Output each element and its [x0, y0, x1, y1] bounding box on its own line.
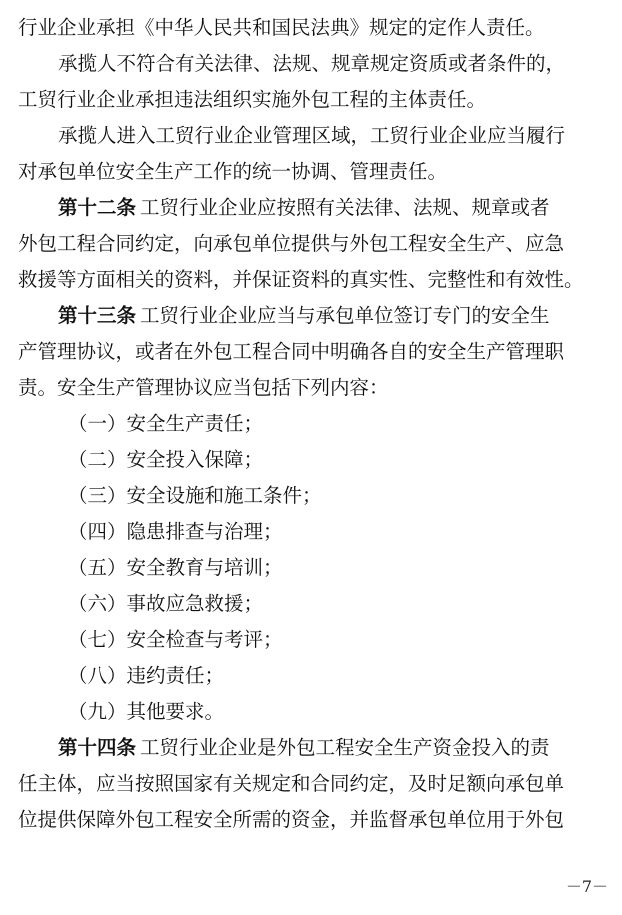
list-item: （六）事故应急救援； [68, 592, 264, 615]
text-line: 承揽人不符合有关法律、法规、规章规定资质或者条件的， [58, 52, 566, 75]
text-line: 位提供保障外包工程安全所需的资金，并监督承包单位用于外包 [18, 808, 565, 831]
article-text: 工贸行业企业应当与承包单位签订专门的安全生 [140, 304, 550, 327]
article-text: 工贸行业企业是外包工程安全生产资金投入的责 [140, 736, 550, 759]
text-line: 救援等方面相关的资料，并保证资料的真实性、完整性和有效性。 [18, 268, 584, 291]
list-item: （一）安全生产责任； [68, 412, 264, 435]
article-heading: 第十四条 [58, 736, 137, 759]
document-page [18, 10, 606, 838]
article-13-line [18, 298, 606, 334]
text-line: 行业企业承担《中华人民共和国民法典》规定的定作人责任。 [18, 16, 545, 39]
article-12-line [18, 190, 606, 226]
text-line: 责。安全生产管理协议应当包括下列内容： [18, 376, 389, 399]
list-item: （四）隐患排查与治理； [68, 520, 283, 543]
list-item: （八）违约责任； [68, 664, 225, 687]
text-line: 产管理协议，或者在外包工程合同中明确各自的安全生产管理职 [18, 340, 565, 363]
page-number: －7－ [565, 877, 608, 896]
text-line: 承揽人进入工贸行业企业管理区域，工贸行业企业应当履行 [58, 124, 566, 147]
list-item: （三）安全设施和施工条件； [68, 484, 322, 507]
text-line: 对承包单位安全生产工作的统一协调、管理责任。 [18, 160, 448, 183]
article-heading: 第十三条 [58, 304, 137, 327]
text-line: 外包工程合同约定，向承包单位提供与外包工程安全生产、应急 [18, 232, 565, 255]
article-14-line [18, 730, 606, 766]
article-text: 工贸行业企业应按照有关法律、法规、规章或者 [140, 196, 550, 219]
list-item: （五）安全教育与培训； [68, 556, 283, 579]
text-line: 任主体，应当按照国家有关规定和合同约定，及时足额向承包单 [18, 772, 565, 795]
list-item: （九）其他要求。 [68, 700, 225, 723]
list-item: （二）安全投入保障； [68, 448, 264, 471]
list-item: （七）安全检查与考评； [68, 628, 283, 651]
text-line: 工贸行业企业承担违法组织实施外包工程的主体责任。 [18, 88, 487, 111]
article-heading: 第十二条 [58, 196, 137, 219]
